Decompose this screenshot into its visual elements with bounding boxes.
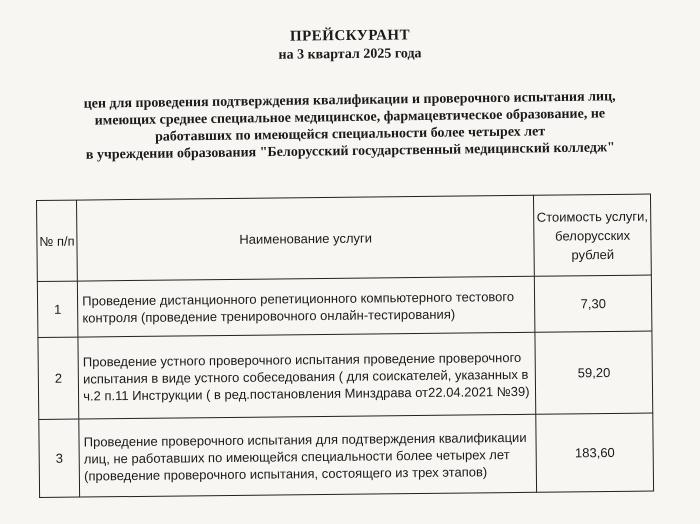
- table-header-row: [37, 194, 652, 281]
- description-line: работавших по имеющейся специальности более четырех лет: [154, 124, 546, 145]
- row-cost: 183,60: [536, 413, 653, 492]
- row-number: 1: [37, 281, 78, 337]
- price-table: [36, 194, 654, 498]
- document-subtitle: на 3 квартал 2025 года: [278, 46, 422, 63]
- description-line: в учреждении образования "Белорусский государственный медицинский колледж": [85, 140, 615, 163]
- table-row: [38, 331, 653, 419]
- header-number: № п/п: [37, 200, 78, 281]
- description-line: имеющих среднее специальное медицинское, фармацевтическое образование, не: [94, 106, 606, 129]
- header-service-name: Наименование услуги: [77, 195, 535, 281]
- description-line: цен для проведения подтверждения квалификации и проверочного испытания лиц,: [83, 89, 616, 112]
- row-number: 2: [38, 337, 79, 419]
- document-title: ПРЕЙСКУРАНТ: [289, 27, 411, 45]
- row-cost: 59,20: [535, 331, 652, 414]
- row-cost: 7,30: [535, 275, 652, 332]
- row-service-name: Проведение проверочного испытания для подтверждения квалификации лиц, не работавших по имеющейся специальности более четырех лет (проведение проверочного испытания, состоящего из трех этапов): [79, 414, 537, 497]
- table-row: [39, 413, 654, 497]
- table-row: [37, 275, 652, 337]
- header-cost: Стоимость услуги, белорусских рублей: [534, 194, 651, 276]
- document-description: [40, 88, 661, 165]
- row-number: 3: [39, 419, 80, 497]
- row-service-name: Проведение дистанционного репетиционного компьютерного тестового контроля (проведение тренировочного онлайн-тестирования): [78, 276, 536, 337]
- row-service-name: Проведение устного проверочного испытания проведение проверочного испытания в виде устного собеседования ( для соискателей, указанных в ч.2 п.11 Инструкции ( в ред.постановления Минздрава от22.04.2021 №39): [78, 332, 536, 419]
